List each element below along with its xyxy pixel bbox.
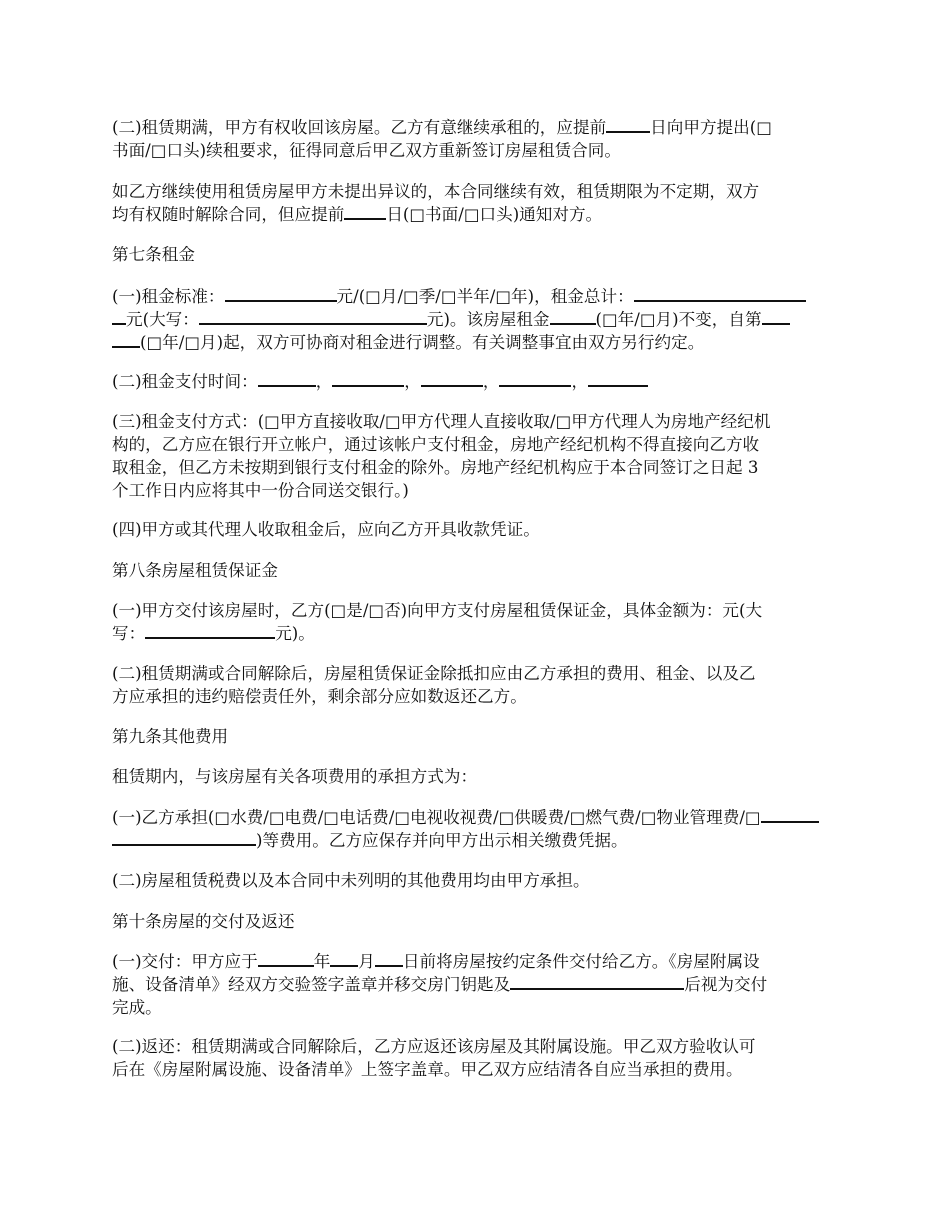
blank-field[interactable] xyxy=(588,370,648,387)
blank-field[interactable] xyxy=(112,829,256,846)
tenant-fees-paragraph xyxy=(112,806,842,852)
text: (二)房屋租赁税费以及本合同中未列明的其他费用均由甲方承担。 xyxy=(112,871,590,890)
fees-intro-paragraph xyxy=(112,765,842,788)
text: 日向甲方提出(□ xyxy=(650,118,772,137)
text: (四)甲方或其代理人收取租金后，应向乙方开具收款凭证。 xyxy=(112,520,540,539)
text: 取租金，但乙方未按期到银行支付租金的除外。房地产经纪机构应于本合同签订之日起 3 xyxy=(112,458,759,477)
blank-field[interactable] xyxy=(762,308,790,325)
text: (二)返还：租赁期满或合同解除后，乙方应返还该房屋及其附属设施。甲乙双方验收认可 xyxy=(112,1037,756,1056)
section-heading-delivery xyxy=(112,910,842,933)
blank-field[interactable] xyxy=(199,308,427,325)
text: )等费用。乙方应保存并向甲方出示相关缴费凭据。 xyxy=(256,831,628,850)
blank-field[interactable] xyxy=(510,973,684,990)
blank-field[interactable] xyxy=(421,370,483,387)
text: 后在《房屋附属设施、设备清单》上签字盖章。甲乙双方应结清各自应当承担的费用。 xyxy=(112,1060,743,1079)
text: 月 xyxy=(358,952,375,971)
rent-payment-method-paragraph xyxy=(112,410,842,502)
heading-text: 第八条房屋租赁保证金 xyxy=(112,561,278,580)
blank-field[interactable] xyxy=(112,331,140,348)
text: 元)。该房屋租金 xyxy=(426,310,550,329)
blank-field[interactable] xyxy=(344,203,386,220)
text: (三)租金支付方式：(□甲方直接收取/□甲方代理人直接收取/□甲方代理人为房地产经纪机 xyxy=(112,412,771,431)
section-heading-other-fees xyxy=(112,725,842,748)
return-paragraph xyxy=(112,1035,842,1081)
deposit-return-paragraph xyxy=(112,662,842,708)
rent-receipt-paragraph xyxy=(112,518,842,541)
text: 均有权随时解除合同，但应提前 xyxy=(112,205,345,224)
heading-text: 第七条租金 xyxy=(112,245,195,264)
lease-renewal-paragraph xyxy=(112,116,842,162)
text: (一)甲方交付该房屋时，乙方(□是/□否)向甲方支付房屋租赁保证金，具体金额为：元(大 xyxy=(112,601,763,620)
text: 方应承担的违约赔偿责任外，剩余部分应如数返还乙方。 xyxy=(112,687,527,706)
text: 后视为交付 xyxy=(684,975,768,994)
blank-field[interactable] xyxy=(499,370,571,387)
text: 日前将房屋按约定条件交付给乙方。《房屋附属设 xyxy=(402,952,760,971)
section-heading-rent xyxy=(112,243,842,266)
text: (二)租金支付时间： xyxy=(112,372,258,391)
rent-standard-paragraph xyxy=(112,285,842,354)
text: ， xyxy=(571,372,589,391)
text: 租赁期内，与该房屋有关各项费用的承担方式为： xyxy=(112,767,478,786)
blank-field[interactable] xyxy=(145,622,275,639)
blank-field[interactable] xyxy=(332,370,404,387)
rent-payment-time-paragraph xyxy=(112,370,842,393)
text: (一)交付：甲方应于 xyxy=(112,952,258,971)
text: 书面/□口头)续租要求，征得同意后甲乙双方重新签订房屋租赁合同。 xyxy=(112,141,621,160)
blank-field[interactable] xyxy=(375,950,403,967)
blank-field[interactable] xyxy=(761,806,819,823)
landlord-fees-paragraph xyxy=(112,869,842,892)
text: 完成。 xyxy=(112,998,162,1017)
text: 日(□书面/□口头)通知对方。 xyxy=(386,205,603,224)
section-heading-deposit xyxy=(112,559,842,582)
blank-field[interactable] xyxy=(550,308,596,325)
blank-field[interactable] xyxy=(258,950,314,967)
text: ， xyxy=(482,372,500,391)
text: (二)租赁期满或合同解除后，房屋租赁保证金除抵扣应由乙方承担的费用、租金、以及乙 xyxy=(112,664,756,683)
blank-field[interactable] xyxy=(330,950,358,967)
deposit-amount-paragraph xyxy=(112,599,842,645)
text: (□年/□月)起，双方可协商对租金进行调整。有关调整事宜由双方另行约定。 xyxy=(140,333,705,352)
text: 构的，乙方应在银行开立帐户，通过该帐户支付租金，房地产经纪机构不得直接向乙方收 xyxy=(112,435,760,454)
blank-field[interactable] xyxy=(606,116,650,133)
text: ， xyxy=(404,372,421,391)
text: 如乙方继续使用租赁房屋甲方未提出异议的，本合同继续有效，租赁期限为不定期，双方 xyxy=(112,182,760,201)
text: (二)租赁期满，甲方有权收回该房屋。乙方有意继续承租的，应提前 xyxy=(112,118,607,137)
text: (□年/□月)不变，自第 xyxy=(595,310,762,329)
text: 施、设备清单》经双方交验签字盖章并移交房门钥匙及 xyxy=(112,975,511,994)
blank-field[interactable] xyxy=(225,285,337,302)
text: (一)租金标准： xyxy=(112,287,225,306)
blank-field[interactable] xyxy=(258,370,316,387)
text: 元/(□月/□季/□半年/□年)，租金总计： xyxy=(336,287,634,306)
indefinite-term-paragraph xyxy=(112,180,842,226)
text: ， xyxy=(315,372,333,391)
text: 写： xyxy=(112,624,146,643)
blank-field[interactable] xyxy=(112,308,126,325)
blank-field[interactable] xyxy=(634,285,806,302)
heading-text: 第九条其他费用 xyxy=(112,727,229,746)
text: 元)。 xyxy=(275,624,315,643)
delivery-paragraph xyxy=(112,950,842,1019)
heading-text: 第十条房屋的交付及返还 xyxy=(112,912,295,931)
text: 年 xyxy=(313,952,331,971)
text: 个工作日内应将其中一份合同送交银行。) xyxy=(112,481,409,500)
text: (一)乙方承担(□水费/□电费/□电话费/□电视收视费/□供暖费/□燃气费/□物业管理费/□ xyxy=(112,808,761,827)
text: 元(大写： xyxy=(126,310,199,329)
